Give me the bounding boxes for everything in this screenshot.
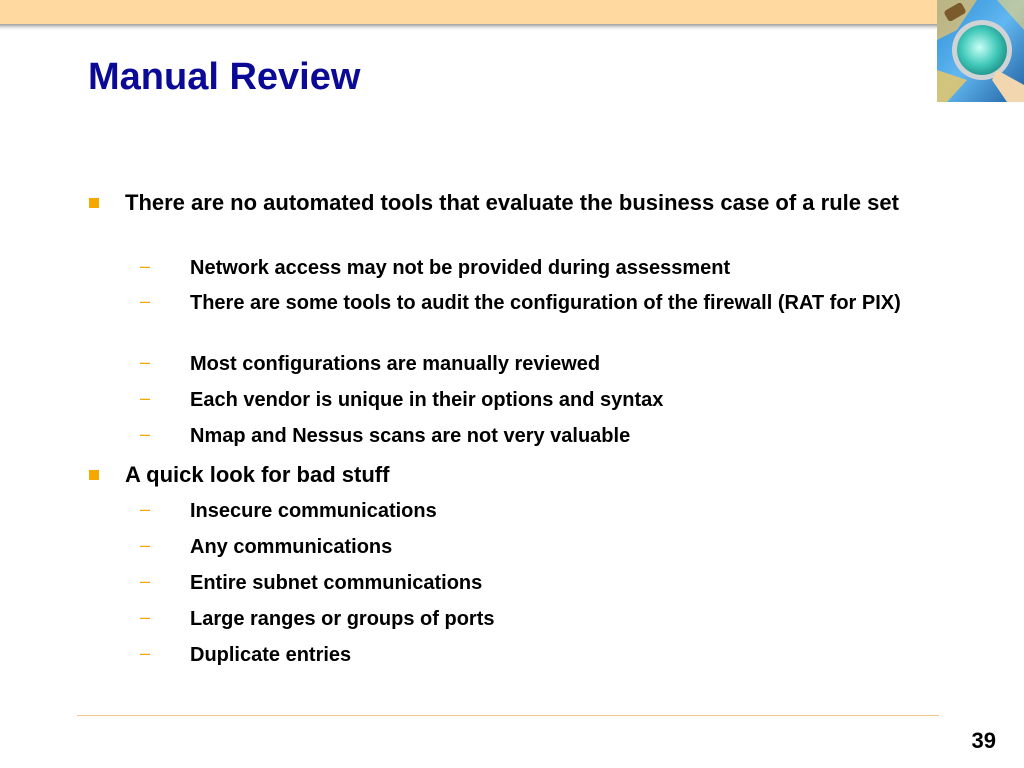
bullet-item: A quick look for bad stuff — [125, 462, 390, 487]
bullet-marker-icon — [89, 198, 99, 208]
dash-marker-icon: – — [140, 352, 151, 372]
dash-marker-icon: – — [140, 643, 151, 663]
slide-title: Manual Review — [88, 56, 361, 98]
dash-marker-icon: – — [140, 571, 151, 591]
dash-marker-icon: – — [140, 291, 151, 311]
sub-bullet-item: Insecure communications — [190, 500, 437, 522]
sub-bullet-item: Most configurations are manually reviewed — [190, 353, 601, 375]
bullet-item: There are no automated tools that evaluate the business case of a rule set — [125, 190, 899, 215]
footer-divider — [77, 715, 939, 716]
header-band-shadow — [0, 24, 940, 30]
header-band — [0, 0, 940, 24]
page-number: 39 — [971, 728, 996, 753]
sub-bullet-item: Nmap and Nessus scans are not very valuable — [190, 425, 631, 447]
dash-marker-icon: – — [140, 388, 151, 408]
sub-bullet-item: Duplicate entries — [190, 644, 352, 666]
dash-marker-icon: – — [140, 256, 151, 276]
sub-bullet-item: Any communications — [190, 536, 393, 558]
dash-marker-icon: – — [140, 424, 151, 444]
sub-bullet-item: There are some tools to audit the configuration of the firewall (RAT for PIX) — [190, 292, 901, 314]
sub-bullet-item: Large ranges or groups of ports — [190, 608, 495, 630]
magnifier-logo-image — [937, 0, 1024, 102]
dash-marker-icon: – — [140, 607, 151, 627]
sub-bullet-item: Entire subnet communications — [190, 572, 483, 594]
sub-bullet-item: Network access may not be provided during assessment — [190, 257, 731, 279]
dash-marker-icon: – — [140, 535, 151, 555]
sub-bullet-item: Each vendor is unique in their options and syntax — [190, 389, 664, 411]
bullet-marker-icon — [89, 470, 99, 480]
dash-marker-icon: – — [140, 499, 151, 519]
